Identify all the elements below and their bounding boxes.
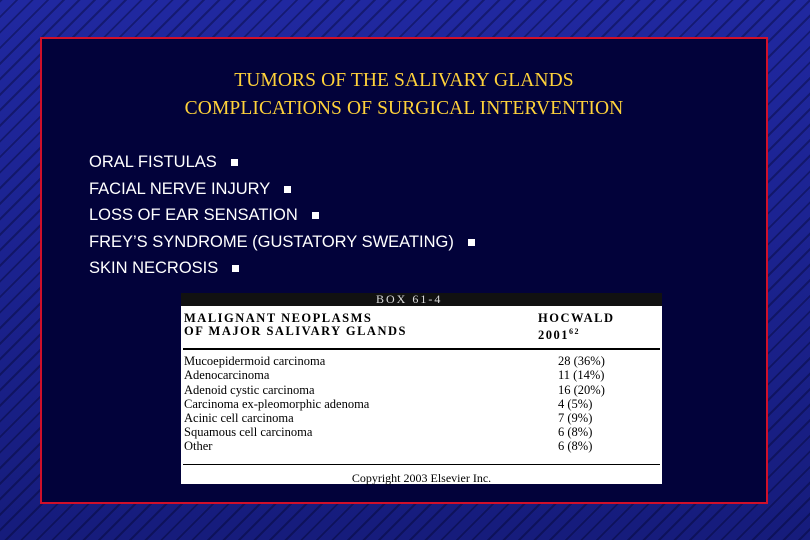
square-bullet-icon bbox=[232, 265, 239, 272]
table-row: Acinic cell carcinoma 7 (9%) bbox=[184, 410, 593, 425]
list-item: FACIAL NERVE INJURY bbox=[89, 176, 475, 203]
square-bullet-icon bbox=[284, 186, 291, 193]
table-row: Squamous cell carcinoma 6 (8%) bbox=[184, 425, 593, 440]
title-line-2: COMPLICATIONS OF SURGICAL INTERVENTION bbox=[184, 98, 624, 119]
box-column-headers bbox=[181, 306, 662, 342]
table-row: Other 6 (8%) bbox=[184, 439, 593, 454]
divider bbox=[183, 464, 660, 465]
box-rows bbox=[181, 354, 662, 453]
list-item: ORAL FISTULAS bbox=[89, 149, 475, 176]
copyright-text: Copyright 2003 Elsevier Inc. bbox=[351, 470, 492, 485]
slide-panel bbox=[40, 37, 768, 504]
table-row: Carcinoma ex-pleomorphic adenoma 4 (5%) bbox=[184, 396, 593, 411]
box-heading-right: HOCWALD 2001$^{62}$ bbox=[538, 311, 615, 343]
table-row: Mucoepidermoid carcinoma 28 (36%) bbox=[184, 354, 605, 369]
box-heading-left: MALIGNANT NEOPLASMS OF MAJOR SALIVARY GLANDS bbox=[184, 311, 407, 338]
square-bullet-icon bbox=[231, 159, 238, 166]
table-row: Adenocarcinoma 11 (14%) bbox=[184, 368, 605, 383]
box-61-4-table bbox=[181, 293, 662, 484]
square-bullet-icon bbox=[312, 212, 319, 219]
list-item: FREY’S SYNDROME (GUSTATORY SWEATING) bbox=[89, 229, 475, 256]
divider bbox=[183, 348, 660, 350]
list-item: LOSS OF EAR SENSATION bbox=[89, 202, 475, 229]
list-item: SKIN NECROSIS bbox=[89, 255, 475, 282]
slide-title bbox=[42, 67, 766, 123]
title-line-1: TUMORS OF THE SALIVARY GLANDS bbox=[234, 70, 574, 91]
complications-list bbox=[89, 149, 475, 282]
square-bullet-icon bbox=[468, 239, 475, 246]
box-label: BOX 61-4 bbox=[181, 293, 662, 306]
table-row: Adenoid cystic carcinoma 16 (20%) bbox=[184, 382, 605, 397]
